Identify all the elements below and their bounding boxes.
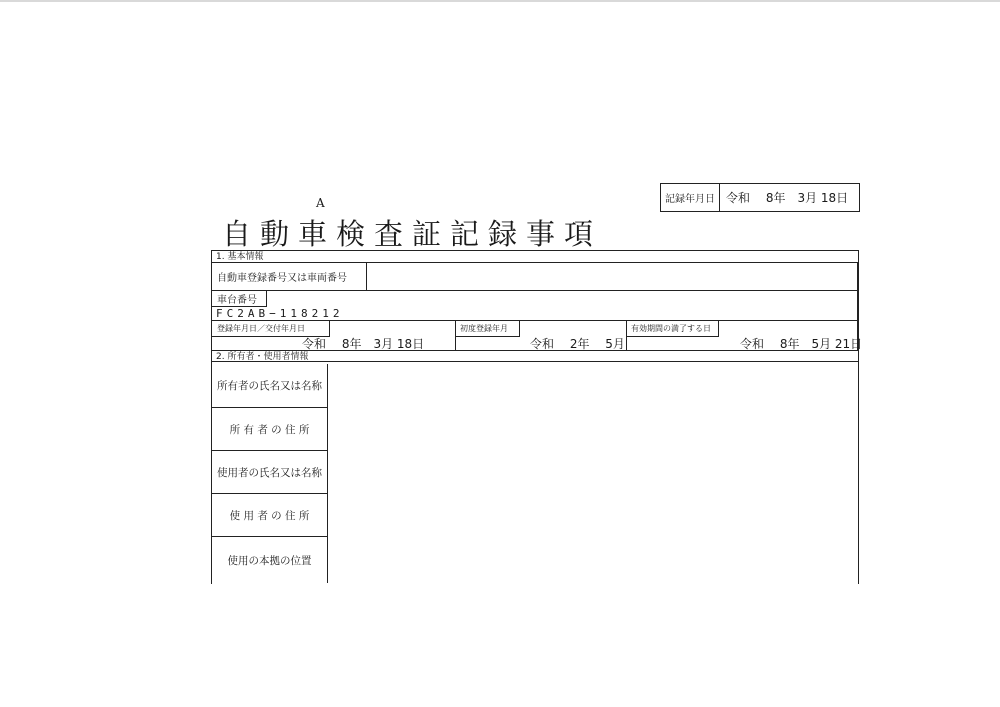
expiry-label: 有効期間の満了する日 [627, 321, 719, 337]
record-date-box [660, 183, 860, 212]
document-title: 自動車検査証記録事項 [222, 217, 603, 251]
reg-date-value: 令和 8年 3月 18日 [302, 336, 425, 351]
user-address-label: 使 用 者 の 住 所 [212, 494, 328, 537]
owner-address-value [329, 408, 857, 451]
base-location-label: 使用の本拠の位置 [212, 537, 328, 583]
reg-number-label: 自動車登録番号又は車両番号 [212, 263, 367, 290]
section-owner-user-heading: 2. 所有者・使用者情報 [212, 350, 858, 362]
record-date-label: 記録年月日 [661, 184, 720, 211]
reg-date-label: 登録年月日／交付年月日 [212, 321, 330, 337]
owner-name-value [329, 364, 857, 408]
user-name-value [329, 451, 857, 494]
reg-number-value [368, 263, 856, 290]
user-name-label: 使用者の氏名又は名称 [212, 451, 328, 494]
owner-name-label: 所有者の氏名又は名称 [212, 364, 328, 408]
section-basic-info-heading: 1. 基本情報 [212, 251, 858, 263]
page-edge [0, 0, 1000, 2]
reg-number-row [212, 263, 858, 291]
record-date-value: 令和 8年 3月 18日 [726, 191, 849, 205]
record-form [211, 250, 863, 584]
first-reg-label: 初度登録年月 [456, 321, 520, 337]
first-reg-value: 令和 2年 5月 [530, 336, 625, 351]
base-location-value [329, 537, 857, 583]
owner-address-label: 所 有 者 の 住 所 [212, 408, 328, 451]
chassis-value: FC2AB−118212 [216, 306, 344, 320]
expiry-value: 令和 8年 5月 21日 [740, 336, 863, 351]
dates-row [212, 321, 863, 351]
chassis-label: 車台番号 [212, 291, 267, 307]
chassis-row [212, 291, 858, 321]
user-address-value [329, 494, 857, 537]
page-marker: A [316, 196, 325, 210]
